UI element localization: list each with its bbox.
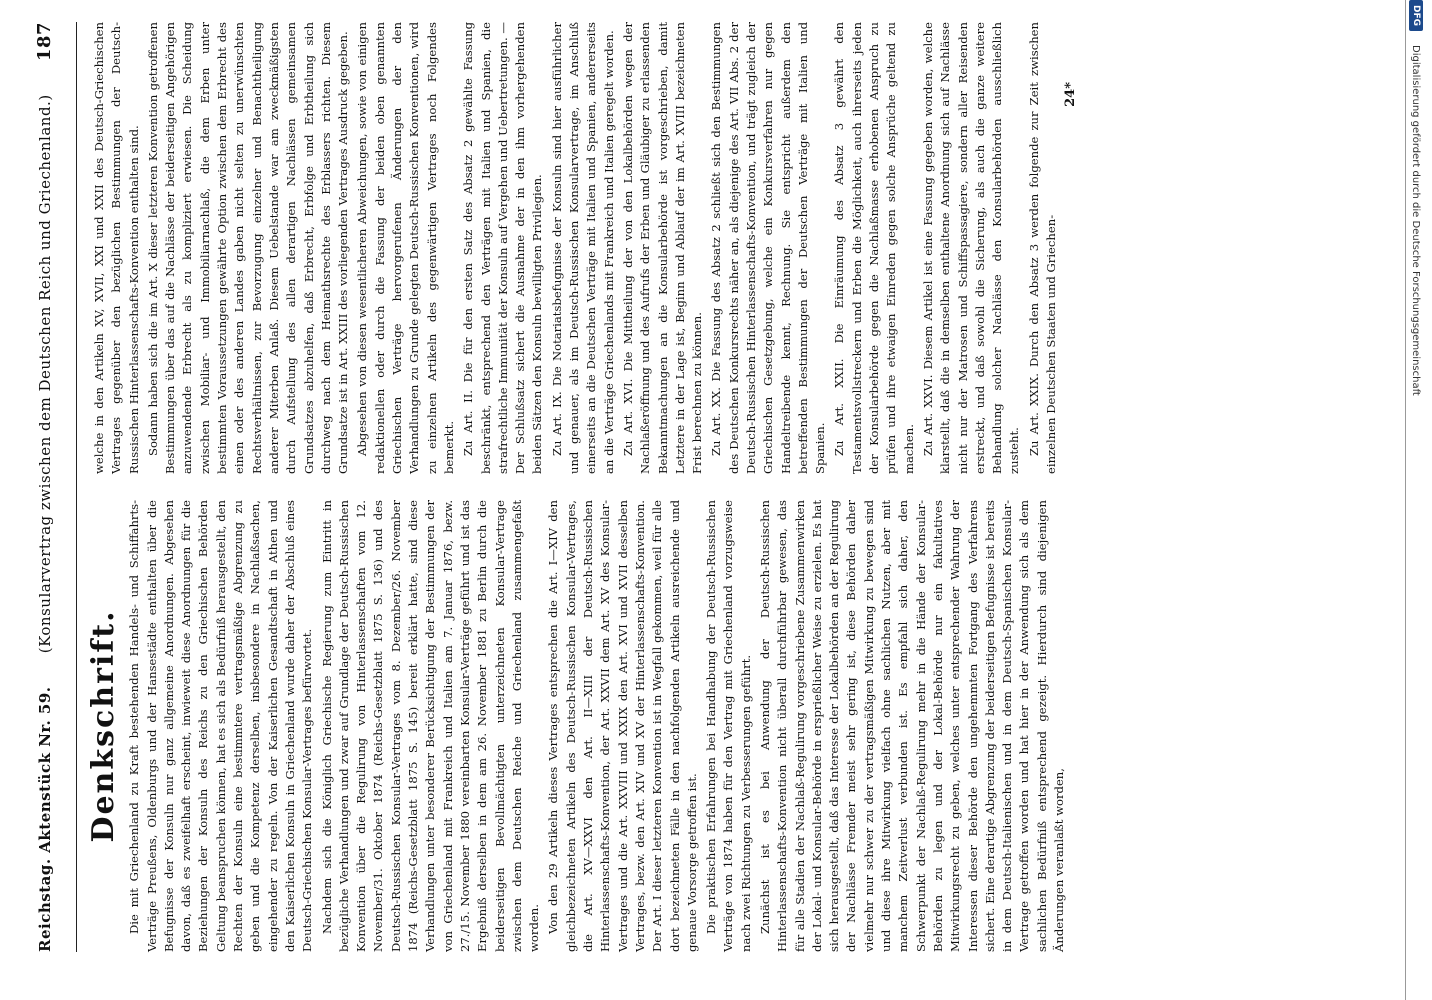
column-right: [91, 22, 1381, 474]
paragraph: Nachdem sich die Königlich Griechische Regierung zum Eintritt in bezügliche Verhandlungen und zwar auf Grundlage der Deutsch-Russischen Konvention über die Regulirung von Hinterlassenschaften vom 12. November/31. Oktober 1874 (Reichs-Gesetzblatt 1875 S. 136) und des Deutsch-Russischen Konsular-Vertrages vom 8. Dezember/26. November 1874 (Reichs-Gesetzblatt 1875 S. 145) bereit erklärt hatte, sind diese Verhandlungen unter besonderer Berücksichtigung der Bestimmungen der von Griechenland mit Frankreich und Italien am 7. Januar 1876, bezw. 27./15. November 1880 vereinbarten Konsular-Verträge geführt und ist das Ergebniß derselben in dem am 26. November 1881 zu Berlin durch die beiderseitigen Bevollmächtigten unterzeichneten Konsular-Vertrage zwischen dem Deutschen Reiche und Griechenland zusammengefaßt worden.: [319, 500, 542, 952]
paragraph: Die mit Griechenland zu Kraft bestehenden Handels- und Schiffahrts-Verträge Preußens, Oldenburgs und der Hansestädte enthalten über die Befugnisse der Konsuln nur ganz allgemeine Anordnungen. Abgesehen davon, daß es zweifelhaft erscheint, inwieweit diese Anordnungen für die Beziehungen der Konsuln des Reichs zu den Griechischen Behörden Geltung beanspruchen können, hat es sich als Bedürfniß herausgestellt, den Rechten der Konsuln eine bestimmtere vertragsmäßige Abgrenzung zu geben und die Kompetenz derselben, insbesondere in Nachlaßsachen, eingehender zu regeln. Von der Kaiserlichen Gesandtschaft in Athen und den Kaiserlichen Konsuln in Griechenland wurde daher der Abschluß eines Deutsch-Griechischen Konsular-Vertrages befürwortet.: [127, 500, 315, 952]
paragraph: Die praktischen Erfahrungen bei Handhabung der Deutsch-Russischen Verträge von 1874 haben für den Vertrag mit Griechenland vorzugsweise nach zwei Richtungen zu Verbesserungen geführt.: [704, 500, 753, 952]
paragraph: Von den 29 Artikeln dieses Vertrages entsprechen die Art. I—XIV den gleichbezeichneten Artikeln des Deutsch-Russischen Konsular-Vertrages, die Art. XV—XXVI den Art. II—XIII der Deutsch-Russischen Hinterlassenschafts-Konvention, der Art. XXVII dem Art. XV des Konsular-Vertrages und die Art. XXVIII und XXIX den Art. XVI und XVII desselben Vertrages, bezw. den Art. XIV und XV der Hinterlassenschafts-Konvention. Der Art. I dieser letzteren Konvention ist in Wegfall gekommen, weil für alle dort bezeichneten Fälle in den nachfolgenden Artikeln ausreichende und genaue Vorsorge getroffen ist.: [546, 500, 699, 952]
text-columns: [86, 22, 1381, 952]
paragraph: welche in den Artikeln XV, XVII, XXI und XXII des Deutsch-Griechischen Vertrages gegenüber den bezüglichen Bestimmungen der Deutsch-Russischen Hinterlassenschafts-Konvention enthalten sind.: [92, 22, 141, 474]
paragraph: Abgesehen von diesen wesentlicheren Abweichungen, sowie von einigen redaktionellen oder durch die Fassung der beiden oben genannten Griechischen Verträge hervorgerufenen Änderungen der den Verhandlungen zu Grunde gelegten Deutsch-Russischen Konventionen, wird zu einzelnen Artikeln des gegenwärtigen Vertrages noch Folgendes bemerkt.: [355, 22, 456, 474]
digitization-note-text: Digitalisierung gefördert durch die Deutsche Forschungsgemeinschaft: [1410, 45, 1422, 396]
paragraph: Zunächst ist es bei Anwendung der Deutsch-Russischen Hinterlassenschafts-Konvention nicht überall durchführbar gewesen, das für alle Stadien der Nachlaß-Regulirung vorgeschriebene Zusammenwirken der Lokal- und Konsular-Behörde in ersprießlicher Weise zu erzielen. Es hat sich herausgestellt, daß das Interesse der Lokalbehörden an der Regulirung der Nachlässe Fremder meist sehr gering ist, diese Behörden daher vielmehr nur schwer zu der vertragsmäßigen Mitwirkung zu bewegen sind und diese ihre Mitwirkung vielfach ohne sachlichen Nutzen, aber mit manchem Zeitverlust verbunden ist. Es empfahl sich daher, den Schwerpunkt der Nachlaß-Regulirung mehr in die Hände der Konsular-Behörden zu legen und der Lokal-Behörde nur ein fakultatives Mitwirkungsrecht zu geben, welches unter entsprechender Wahrung der Interessen dieser Behörde den ungehemmten Fortgang des Verfahrens sichert. Eine derartige Abgrenzung der beiderseitigen Befugnisse ist bereits in dem Deutsch-Italienischen und in dem Deutsch-Spanischen Konsular-Vertrage getroffen worden und hat hier in der Anwendung sich als dem sachlichen Bedürfniß entsprechend gezeigt. Hierdurch sind diejenigen Änderungen veranlaßt worden,: [757, 500, 1067, 952]
dfg-logo: DFG: [1409, 0, 1423, 31]
paragraph: Zu Art. XXII. Die Einräumung des Absatz 3 gewährt den Testamentsvollstreckern und Erben die Möglichkeit, auch ihrerseits jeden der Konsularbehörde gegen die Nachlaßmasse erhobenen Anspruch zu prüfen und ihre etwaigen Einreden gegen solche Ansprüche geltend zu machen.: [832, 22, 916, 474]
digitization-note: [1404, 0, 1428, 1000]
paragraph: Zu Art. IX. Die Notariatsbefugnisse der Konsuln sind hier ausführlicher und genauer, als im Deutsch-Russischen Konsularvertrage, im Anschluß einerseits an die Deutschen Verträge mit Italien und Spanien, andererseits an die Verträge Griechenlands mit Frankreich und Italien geregelt worden.: [549, 22, 616, 474]
column-left: [86, 500, 1381, 952]
paragraph: Zu Art. XXIX. Durch den Absatz 3 werden folgende zur Zeit zwischen einzelnen Deutschen Staaten und Griechen-: [1026, 22, 1059, 474]
document-heading: Denkschrift.: [86, 609, 121, 843]
running-head-center: (Konsularvertrag zwischen dem Deutschen Reich und Griechenland.): [36, 94, 54, 654]
paragraph: Zu Art. II. Die für den ersten Satz des Absatz 2 gewählte Fassung beschränkt, entsprechend den Verträgen mit Italien und Spanien, die strafrechtliche Immunität der Konsuln auf Vergehen und Uebertretungen. — Der Schlußsatz sichert die Ausnahme der in den ihm vorhergehenden beiden Sätzen den Konsuln bewilligten Privilegien.: [461, 22, 545, 474]
signature-mark: 24*: [1063, 82, 1079, 107]
paragraph: Zu Art. XVI. Die Mittheilung der von den Lokalbehörden wegen der Nachlaßeröffnung und des Aufrufs der Erben und Gläubiger zu erlassenden Bekanntmachungen an die Konsularbehörde ist vorgeschrieben, damit Letztere in der Lage ist, Beginn und Ablauf der im Art. XVIII bezeichneten Frist berechnen zu können.: [620, 22, 705, 474]
header-rule: [76, 22, 77, 952]
page-number: 187: [34, 22, 55, 62]
paragraph: Zu Art. XXVI. Diesem Artikel ist eine Fassung gegeben worden, welche klarstellt, daß die in demselben enthaltene Anordnung sich auf Nachlässe nicht nur der Matrosen und Schiffspassagiere, sondern aller Reisenden erstreckt, und daß sowohl die Sicherung, als auch die ganze weitere Behandlung solcher Nachlässe den Konsularbehörden ausschließlich zusteht.: [920, 22, 1022, 474]
running-head-left: Reichstag. Aktenstück Nr. 59.: [36, 686, 54, 952]
paragraph: Sodann haben sich die im Art. X dieser letzteren Konvention getroffenen Bestimmungen über das auf die Nachlässe der beiderseitigen Angehörigen anzuwendende Erbrecht als zu kompliziert erwiesen. Die Scheidung zwischen Mobiliar- und Immobiliarnachlaß, die dem Erben unter bestimmten Voraussetzungen gewährte Option zwischen dem Erbrecht des einen oder des anderen Landes gaben nicht selten zu unerwünschten Rechtsverhältnissen, zur Bevorzugung einzelner und Benachtheiligung anderer Miterben Anlaß. Diesem Uebelstande war am zweckmäßigsten durch Aufstellung des allen derartigen Nachlässen gemeinsamen Grundsatzes abzuhelfen, daß Erbrecht, Erbfolge und Erbtheilung sich durchweg nach dem Heimathsrechte des Erblassers richten. Diesem Grundsatze ist in Art. XXIII des vorliegenden Vertrages Ausdruck gegeben.: [145, 22, 351, 474]
paragraph: Zu Art. XX. Die Fassung des Absatz 2 schließt sich den Bestimmungen des Deutschen Konkursrechts näher an, als diejenige des Art. VII Abs. 2 der Deutsch-Russischen Hinterlassenschafts-Konvention, und trägt zugleich der Griechischen Gesetzgebung, welche ein Konkursverfahren nur gegen Handeltreibende kennt, Rechnung. Sie entspricht außerdem den betreffenden Bestimmungen der Deutschen Verträge mit Italien und Spanien.: [709, 22, 828, 474]
running-head: [34, 22, 74, 952]
